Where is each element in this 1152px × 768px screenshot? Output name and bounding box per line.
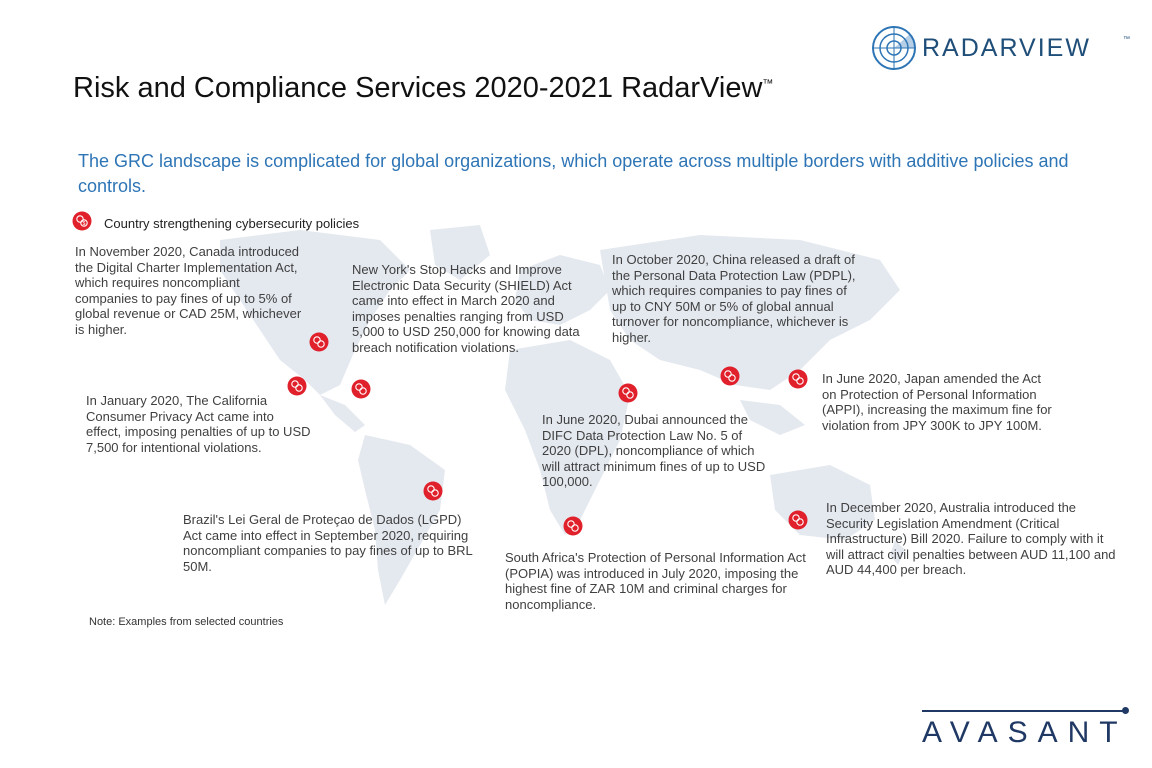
pin-japan-icon: [788, 369, 808, 389]
svg-text:$: $: [82, 221, 86, 227]
callout-china: In October 2020, China released a draft of the Personal Data Protection Law (PDPL), which requires companies to pay fines of up to CNY 50M or 5% of global annual turnover for noncompliance, whichever is higher.: [612, 252, 856, 345]
map-central-america: [320, 395, 365, 432]
callout-dubai: In June 2020, Dubai announced the DIFC Data Protection Law No. 5 of 2020 (DPL), noncompliance of which will attract minimum fines of up to USD 100,000.: [542, 412, 766, 489]
callout-canada: In November 2020, Canada introduced the Digital Charter Implementation Act, which requires noncompliant companies to pay fines of up to 5% of global revenue or CAD 25M, whichever is higher.: [75, 244, 302, 337]
callout-newyork: New York's Stop Hacks and Improve Electronic Data Security (SHIELD) Act came into effect in March 2020 and imposes penalties ranging from USD 5,000 to USD 250,000 for knowing data breach notification violations.: [352, 262, 580, 355]
avasant-dot-icon: [1122, 707, 1129, 714]
pin-dubai-icon: [618, 383, 638, 403]
radar-icon: [870, 24, 918, 72]
callout-japan: In June 2020, Japan amended the Act on Protection of Personal Information (APPI), increasing the maximum fine for violation from JPY 300K to JPY 100M.: [822, 371, 1052, 433]
pin-southafrica-icon: [563, 516, 583, 536]
pin-australia-icon: [788, 510, 808, 530]
title-trademark: ™: [762, 78, 774, 90]
callout-southafrica: South Africa's Protection of Personal Information Act (POPIA) was introduced in July 2020, imposing the highest fine of ZAR 10M and criminal charges for noncompliance.: [505, 550, 806, 612]
avasant-rule: [922, 710, 1124, 712]
page-subtitle: The GRC landscape is complicated for global organizations, which operate across multiple borders with additive policies and controls.: [78, 151, 1069, 196]
avasant-logo-text: AVASANT: [922, 716, 1128, 749]
legend-pin-icon: [72, 211, 92, 231]
callout-california: In January 2020, The California Consumer Privacy Act came into effect, imposing penalties of up to USD 7,500 for intentional violations.: [86, 393, 311, 455]
radarview-logo-text: RADARVIEW: [922, 34, 1091, 62]
page-title: [73, 72, 773, 105]
pin-china-icon: [720, 366, 740, 386]
pin-brazil-icon: [423, 481, 443, 501]
pin-newyork-icon: [351, 379, 371, 399]
legend-label: Country strengthening cybersecurity policies: [104, 216, 360, 231]
callout-brazil: Brazil's Lei Geral de Proteçao de Dados (LGPD) Act came into effect in September 2020, requiring noncompliant companies to pay fines of up to BRL 50M.: [183, 512, 473, 574]
callout-australia: In December 2020, Australia introduced the Security Legislation Amendment (Critical Infrastructure) Bill 2020. Failure to comply with it will attract civil penalties between AUD 11,100 and AUD 44,400 per breach.: [826, 500, 1116, 577]
pin-canada-icon: [309, 332, 329, 352]
radarview-trademark: ™: [1123, 36, 1130, 43]
page-title-text: Risk and Compliance Services 2020-2021 RadarView: [73, 72, 763, 104]
footnote: Note: Examples from selected countries: [89, 616, 284, 628]
